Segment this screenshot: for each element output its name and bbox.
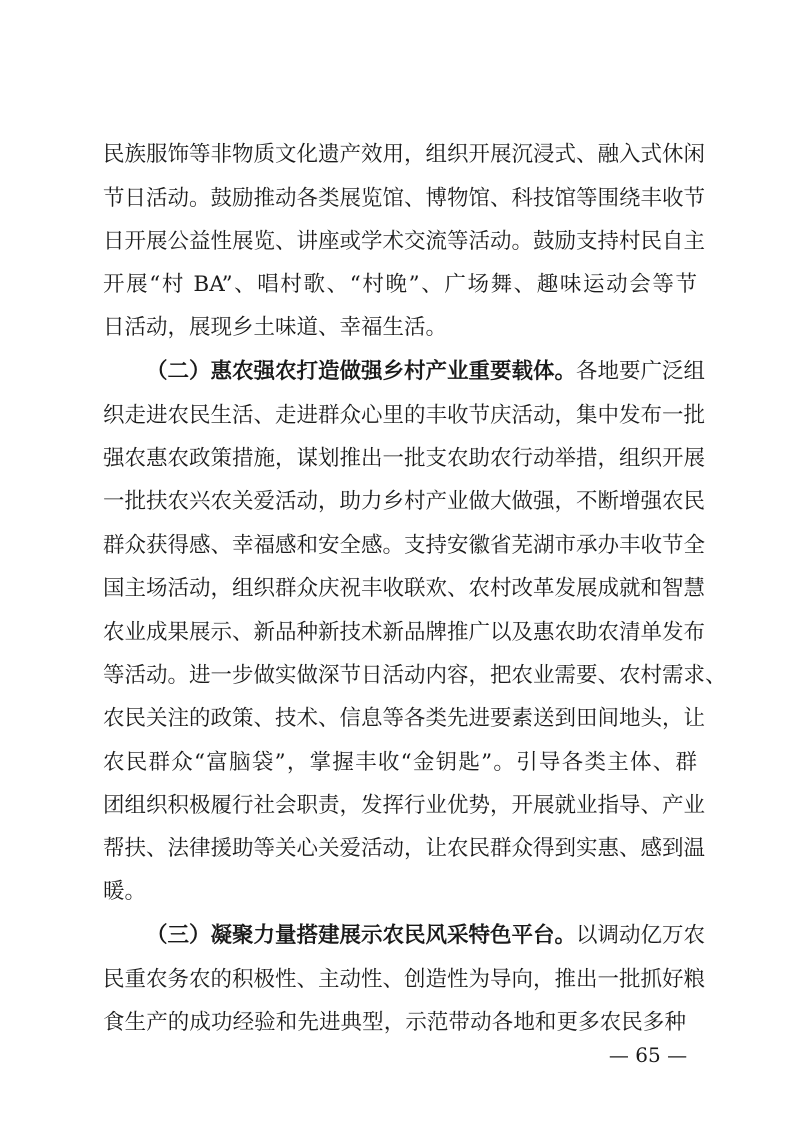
paragraph-line: 等活动。进一步做实做深节日活动内容，把农业需要、农村需求、 (103, 663, 727, 688)
page-number: — 65 — (608, 1043, 688, 1067)
paragraph-line: 日开展公益性展览、讲座或学术交流等活动。鼓励支持村民自主 (103, 229, 706, 254)
paragraph-line: 织走进农民生活、走进群众心里的丰收节庆活动，集中发布一批 (103, 403, 706, 428)
paragraph-line: 节日活动。鼓励推动各类展览馆、博物馆、科技馆等围绕丰收节 (103, 186, 706, 211)
section-3-first-line (146, 921, 706, 951)
paragraph-line: 一批扶农兴农关爱活动，助力乡村产业做大做强，不断增强农民 (103, 489, 706, 514)
paragraph-line: 开展“村 BA”、唱村歌、“村晚”、广场舞、趣味运动会等节 (103, 272, 697, 297)
paragraph-line: 帮扶、法律援助等关心关爱活动，让农民群众得到实惠、感到温 (103, 836, 706, 861)
paragraph-line: 暖。 (103, 879, 147, 904)
paragraph-line: 日活动，展现乡土味道、幸福生活。 (103, 315, 448, 340)
paragraph-line: 农民群众“富脑袋”，掌握丰收“金钥匙”。引导各类主体、群 (103, 750, 697, 775)
paragraph-line: 群众获得感、幸福感和安全感。支持安徽省芜湖市承办丰收节全 (103, 533, 706, 558)
paragraph-line: 民重农务农的积极性、主动性、创造性为导向，推出一批抓好粮 (103, 967, 706, 992)
paragraph-line: 食生产的成功经验和先进典型，示范带动各地和更多农民多种 (103, 1010, 686, 1035)
paragraph-line: 民族服饰等非物质文化遗产效用，组织开展沉浸式、融入式休闲 (103, 142, 706, 167)
paragraph-line: 强农惠农政策措施，谋划推出一批支农助农行动举措，组织开展 (103, 446, 706, 471)
paragraph-line: 农民关注的政策、技术、信息等各类先进要素送到田间地头，让 (103, 706, 706, 731)
paragraph-line: 国主场活动，组织群众庆祝丰收联欢、农村改革发展成就和智慧 (103, 576, 706, 601)
section-2-heading: （二）惠农强农打造做强乡村产业重要载体。 (146, 359, 577, 384)
section-2-first-line-text: 各地要广泛组 (576, 359, 706, 384)
section-3-heading: （三）凝聚力量搭建展示农民风采特色平台。 (146, 923, 577, 948)
paragraph-line: 农业成果展示、新品种新技术新品牌推广以及惠农助农清单发布 (103, 620, 706, 645)
section-2-first-line (146, 357, 706, 387)
paragraph-line: 团组织积极履行社会职责，发挥行业优势，开展就业指导、产业 (103, 793, 706, 818)
section-3-first-line-text: 以调动亿万农 (576, 923, 706, 948)
